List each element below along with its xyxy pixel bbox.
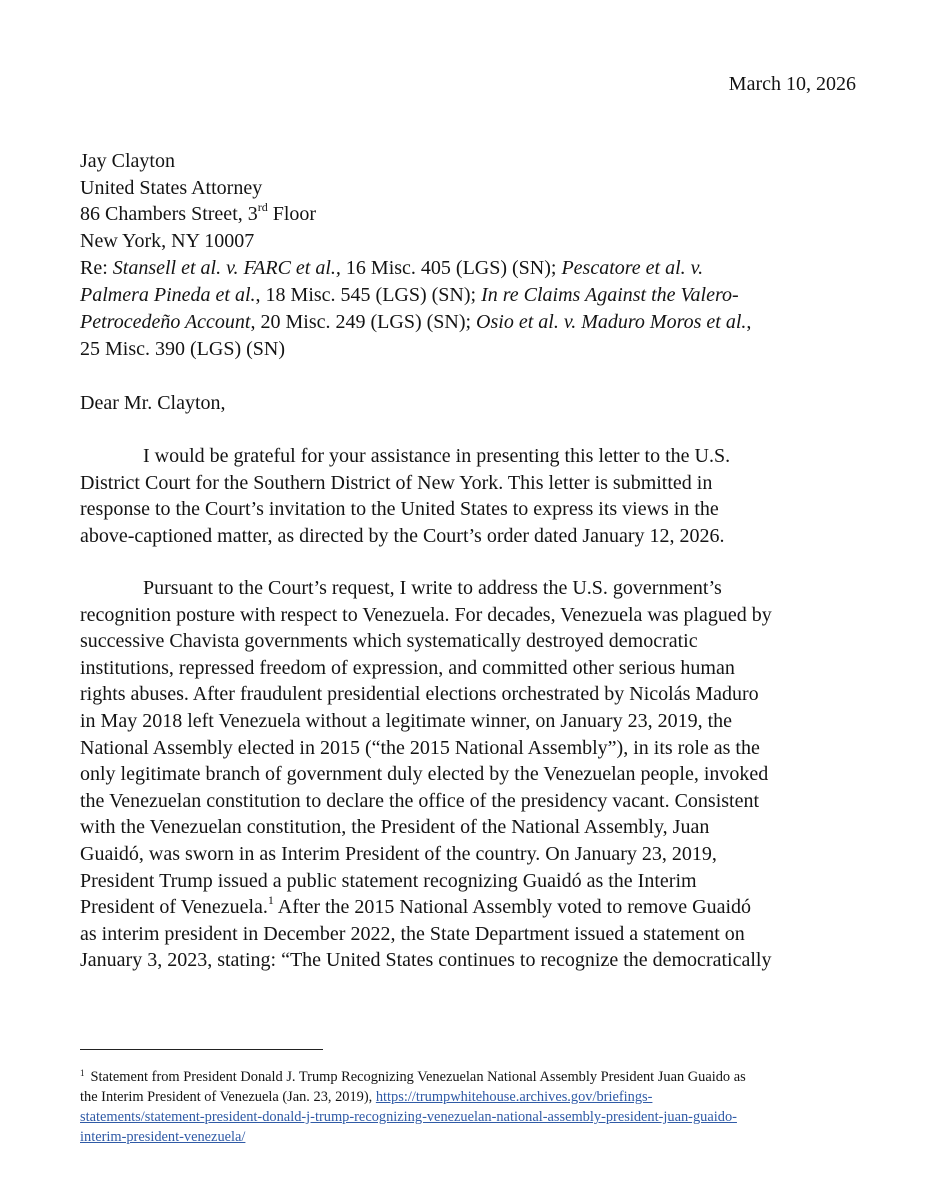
case-name: Stansell et al. v. FARC et al., <box>112 257 341 279</box>
footnote-link[interactable]: https://trumpwhitehouse.archives.gov/briefings- <box>375 1089 653 1105</box>
recipient-name: Jay Clayton <box>80 150 175 172</box>
footnote-number: 1 <box>80 1068 85 1078</box>
footnote: $^1$ Statement from President Donald J. Trump Recognizing Venezuelan National Assembly President Juan Guaido as the Interim President of Venezuela (Jan. 23, 2019), https://trumpwhitehouse.archives.gov/briefings- statements/statement-president-donald-j-trump-recognizing-venezuelan-national-assembly-president-juan-guaido- interim-president-venezuela/ <box>80 1068 746 1145</box>
case-name: Pescatore et al. v. <box>561 257 704 279</box>
recipient-address <box>80 148 316 254</box>
case-name: In re Claims Against the Valero- <box>481 284 739 306</box>
letter-date: March 10, 2026 <box>728 73 856 95</box>
footnote-text: Statement from President Donald J. Trump Recognizing Venezuelan National Assembly President Juan Guaido as <box>90 1069 746 1085</box>
case-name: Osio et al. v. Maduro Moros et al. <box>476 311 747 333</box>
paragraph-1: I would be grateful for your assistance in presenting this letter to the U.S. District Court for the Southern District of New York. This letter is submitted in response to the Court’s invitation to the United States to express its views in the above-captioned matter, as directed by the Court’s order dated January 12, 2026. <box>80 445 731 547</box>
salutation: Dear Mr. Clayton, <box>80 392 226 414</box>
footnote-divider <box>80 1049 323 1050</box>
recipient-title: United States Attorney <box>80 176 263 199</box>
recipient-street: 86 Chambers Street, 3rd Floor <box>80 200 317 225</box>
footnote-reference[interactable]: 1 <box>267 893 274 908</box>
paragraph-2: Pursuant to the Court’s request, I write to address the U.S. government’s recognition posture with respect to Venezuela. For decades, Venezuela was plagued by successive Chavista governments which systematically destroyed democratic institutions, repressed freedom of expression, and committed other serious human rights abuses. After fraudulent presidential elections orchestrated by Nicolás Maduro in May 2018 left Venezuela without a legitimate winner, on January 23, 2019, the National Assembly elected in 2015 (“the 2015 National Assembly”), in its role as the only legitimate branch of government duly elected by the Venezuelan people, invoked the Venezuelan constitution to declare the office of the presidency vacant. Consistent with the Venezuelan constitution, the President of the National Assembly, Juan Guaidó, was sworn in as Interim President of the country. On January 23, 2019, President Trump issued a public statement recognizing Guaidó as the Interim President of Venezuela.$^1$ After the 2015 National Assembly voted to remove Guaidó as interim president in December 2022, the State Department issued a statement on January 3, 2023, stating: “The United States continues to recognize the democratically <box>80 577 772 972</box>
footnote-link[interactable]: statements/statement-president-donald-j-trump-recognizing-venezuelan-national-assembly-president-juan-guaido- <box>80 1109 737 1125</box>
footnote-link[interactable]: interim-president-venezuela/ <box>80 1129 246 1145</box>
recipient-city: New York, NY 10007 <box>80 229 255 252</box>
case-name: Petrocedeño Account <box>80 311 251 333</box>
re-line: Re: Stansell et al. v. FARC et al., 16 Misc. 405 (LGS) (SN); Pescatore et al. v. Palmera Pineda et al., 18 Misc. 545 (LGS) (SN); In re Claims Against the Valero- Petrocedeño Account, 20 Misc. 249 (LGS) (SN); Osio et al. v. Maduro Moros et al., 25 Misc. 390 (LGS) (SN) <box>80 257 752 360</box>
case-name: Palmera Pineda et al. <box>80 284 256 306</box>
ordinal-suffix: rd <box>257 200 268 215</box>
